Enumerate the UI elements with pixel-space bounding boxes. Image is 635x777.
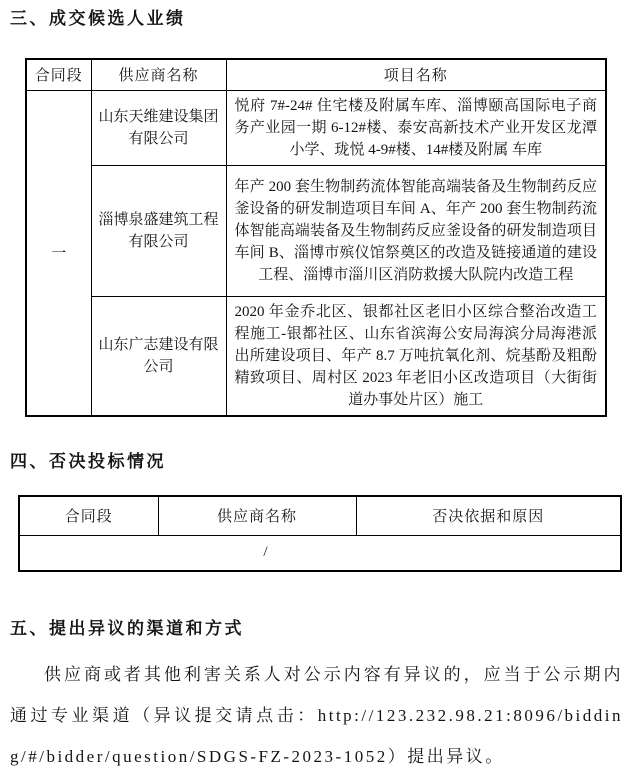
performance-table-header-row xyxy=(26,59,606,90)
paragraph-text-before-url: 供应商或者其他利害关系人对公示内容有异议的，应当于公示期内通过专业渠道（异议提交请点击： xyxy=(10,664,623,725)
section-title-objection: 五、提出异议的渠道和方式 xyxy=(10,618,244,638)
rejection-empty-value: / xyxy=(19,536,621,571)
contract-section-value: 一 xyxy=(26,90,91,416)
supplier-name: 山东广志建设有限公司 xyxy=(91,296,226,416)
supplier-name: 山东天维建设集团有限公司 xyxy=(91,90,226,165)
col-header-supplier-name: 供应商名称 xyxy=(91,59,226,90)
project-names: 2020 年金乔北区、银都社区老旧小区综合整治改造工程施工-银都社区、山东省滨海公安局海滨分局海港派出所建设项目、年产 8.7 万吨抗氧化剂、烷基酚及粗酚精致项目、周村区 2023 年老旧小区改造项目（大街街道办事处片区）施工 xyxy=(226,296,606,416)
objection-paragraph xyxy=(10,654,623,777)
section-title-rejection: 四、否决投标情况 xyxy=(10,451,166,471)
col-header-rejection-reason: 否决依据和原因 xyxy=(356,496,621,536)
col-header-contract-section: 合同段 xyxy=(26,59,91,90)
table-row xyxy=(26,90,606,165)
section-title-performance: 三、成交候选人业绩 xyxy=(10,9,186,28)
performance-table xyxy=(25,58,607,417)
table-row xyxy=(26,296,606,416)
table-row xyxy=(26,165,606,296)
rejection-table xyxy=(18,495,622,572)
col-header-project-name: 项目名称 xyxy=(226,59,606,90)
objection-url[interactable]: http://123.232.98.21:8096/bidding/#/bidder/question/SDGS-FZ-2023-1052 xyxy=(10,705,623,766)
rejection-table-header-row xyxy=(19,496,621,536)
supplier-name: 淄博泉盛建筑工程有限公司 xyxy=(91,165,226,296)
col-header-supplier-name: 供应商名称 xyxy=(158,496,356,536)
paragraph-text-after-url: ）提出异议。 xyxy=(387,746,505,766)
project-names: 悦府 7#-24# 住宅楼及附属车库、淄博颐高国际电子商务产业园一期 6-12#楼、泰安高新技术产业开发区龙潭小学、珑悦 4-9#楼、14#楼及附属 车库 xyxy=(226,90,606,165)
project-names: 年产 200 套生物制药流体智能高端装备及生物制药反应釜设备的研发制造项目车间 A、年产 200 套生物制药流体智能高端装备及生物制药反应釜设备的研发制造项目车间 B、淄博市殡仪馆祭奠区的改造及链接通道的建设工程、淄博市淄川区消防救援大队院内改造工程 xyxy=(226,165,606,296)
col-header-contract-section: 合同段 xyxy=(19,496,158,536)
table-row xyxy=(19,536,621,571)
